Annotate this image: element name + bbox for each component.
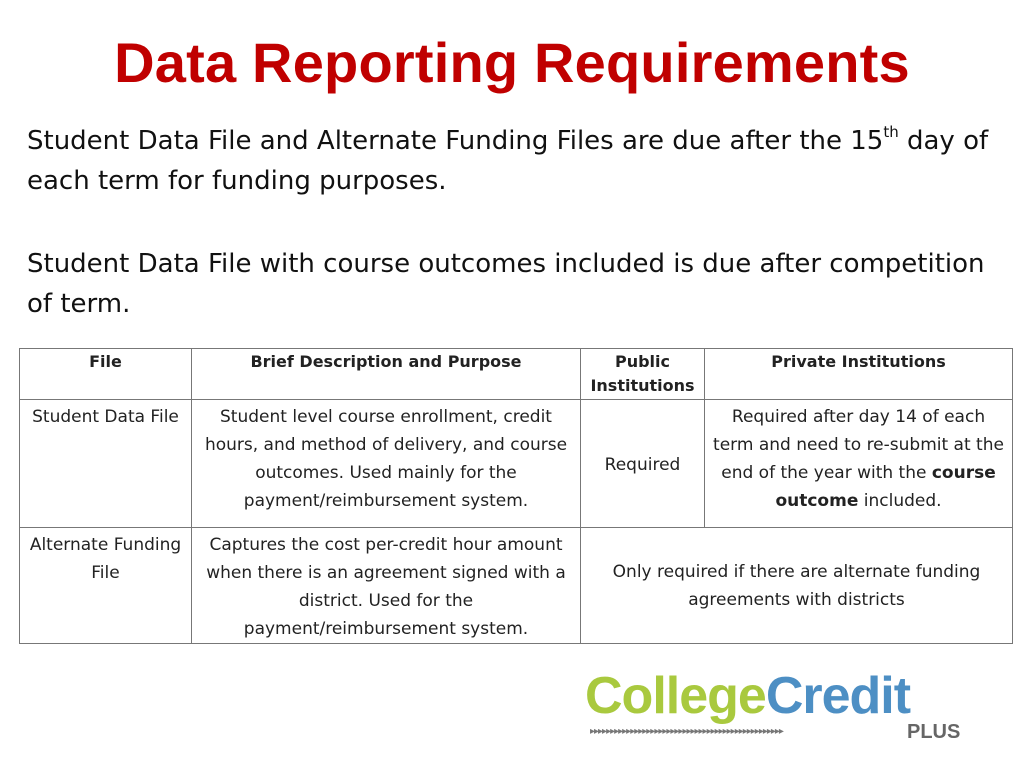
paragraph-due-dates-text: Student Data File and Alternate Funding Files are due after the 15 bbox=[27, 126, 884, 156]
paragraph-due-dates bbox=[27, 121, 1017, 201]
paragraph-outcomes: Student Data File with course outcomes included is due after competition of term. bbox=[27, 249, 985, 319]
slide-title: Data Reporting Requirements bbox=[114, 31, 910, 94]
cell-file: Student Data File bbox=[20, 400, 192, 528]
header-file: File bbox=[20, 349, 192, 400]
table-header-row bbox=[20, 349, 1013, 400]
cell-file: Alternate Funding File bbox=[20, 528, 192, 644]
header-description: Brief Description and Purpose bbox=[192, 349, 581, 400]
ordinal-suffix: th bbox=[883, 123, 899, 141]
cell-public-private: Only required if there are alternate funding agreements with districts bbox=[581, 528, 1013, 644]
logo-college: College bbox=[585, 667, 766, 725]
cell-description: Student level course enrollment, credit hours, and method of delivery, and course outcomes. Used mainly for the payment/reimbursement system. bbox=[192, 400, 581, 528]
college-credit-plus-logo bbox=[585, 666, 975, 746]
logo-plus: PLUS bbox=[907, 721, 961, 743]
cell-private-bold: course outcome bbox=[775, 463, 996, 511]
table-row bbox=[20, 400, 1013, 528]
logo-arrows: ▸▸▸▸▸▸▸▸▸▸▸▸▸▸▸▸▸▸▸▸▸▸▸▸▸▸▸▸▸▸▸▸▸▸▸▸▸▸▸▸▸▸▸▸▸▸▸▸ bbox=[590, 726, 783, 737]
cell-private-text: Required after day 14 of each term and need to re-submit at the end of the year with the bbox=[713, 407, 1004, 483]
cell-public: Required bbox=[581, 400, 705, 528]
cell-private-text-end: included. bbox=[858, 491, 942, 511]
header-public: Public Institutions bbox=[581, 349, 705, 400]
header-private: Private Institutions bbox=[705, 349, 1013, 400]
paragraph-due-dates-text-end: day of each term for funding purposes. bbox=[27, 126, 989, 196]
cell-private bbox=[705, 400, 1013, 528]
cell-description: Captures the cost per-credit hour amount when there is an agreement signed with a district. Used for the payment/reimbursement system. bbox=[192, 528, 581, 644]
requirements-table bbox=[19, 348, 1013, 644]
table-row bbox=[20, 528, 1013, 644]
logo-wordmark bbox=[585, 666, 910, 726]
logo-credit: Credit bbox=[765, 667, 911, 725]
